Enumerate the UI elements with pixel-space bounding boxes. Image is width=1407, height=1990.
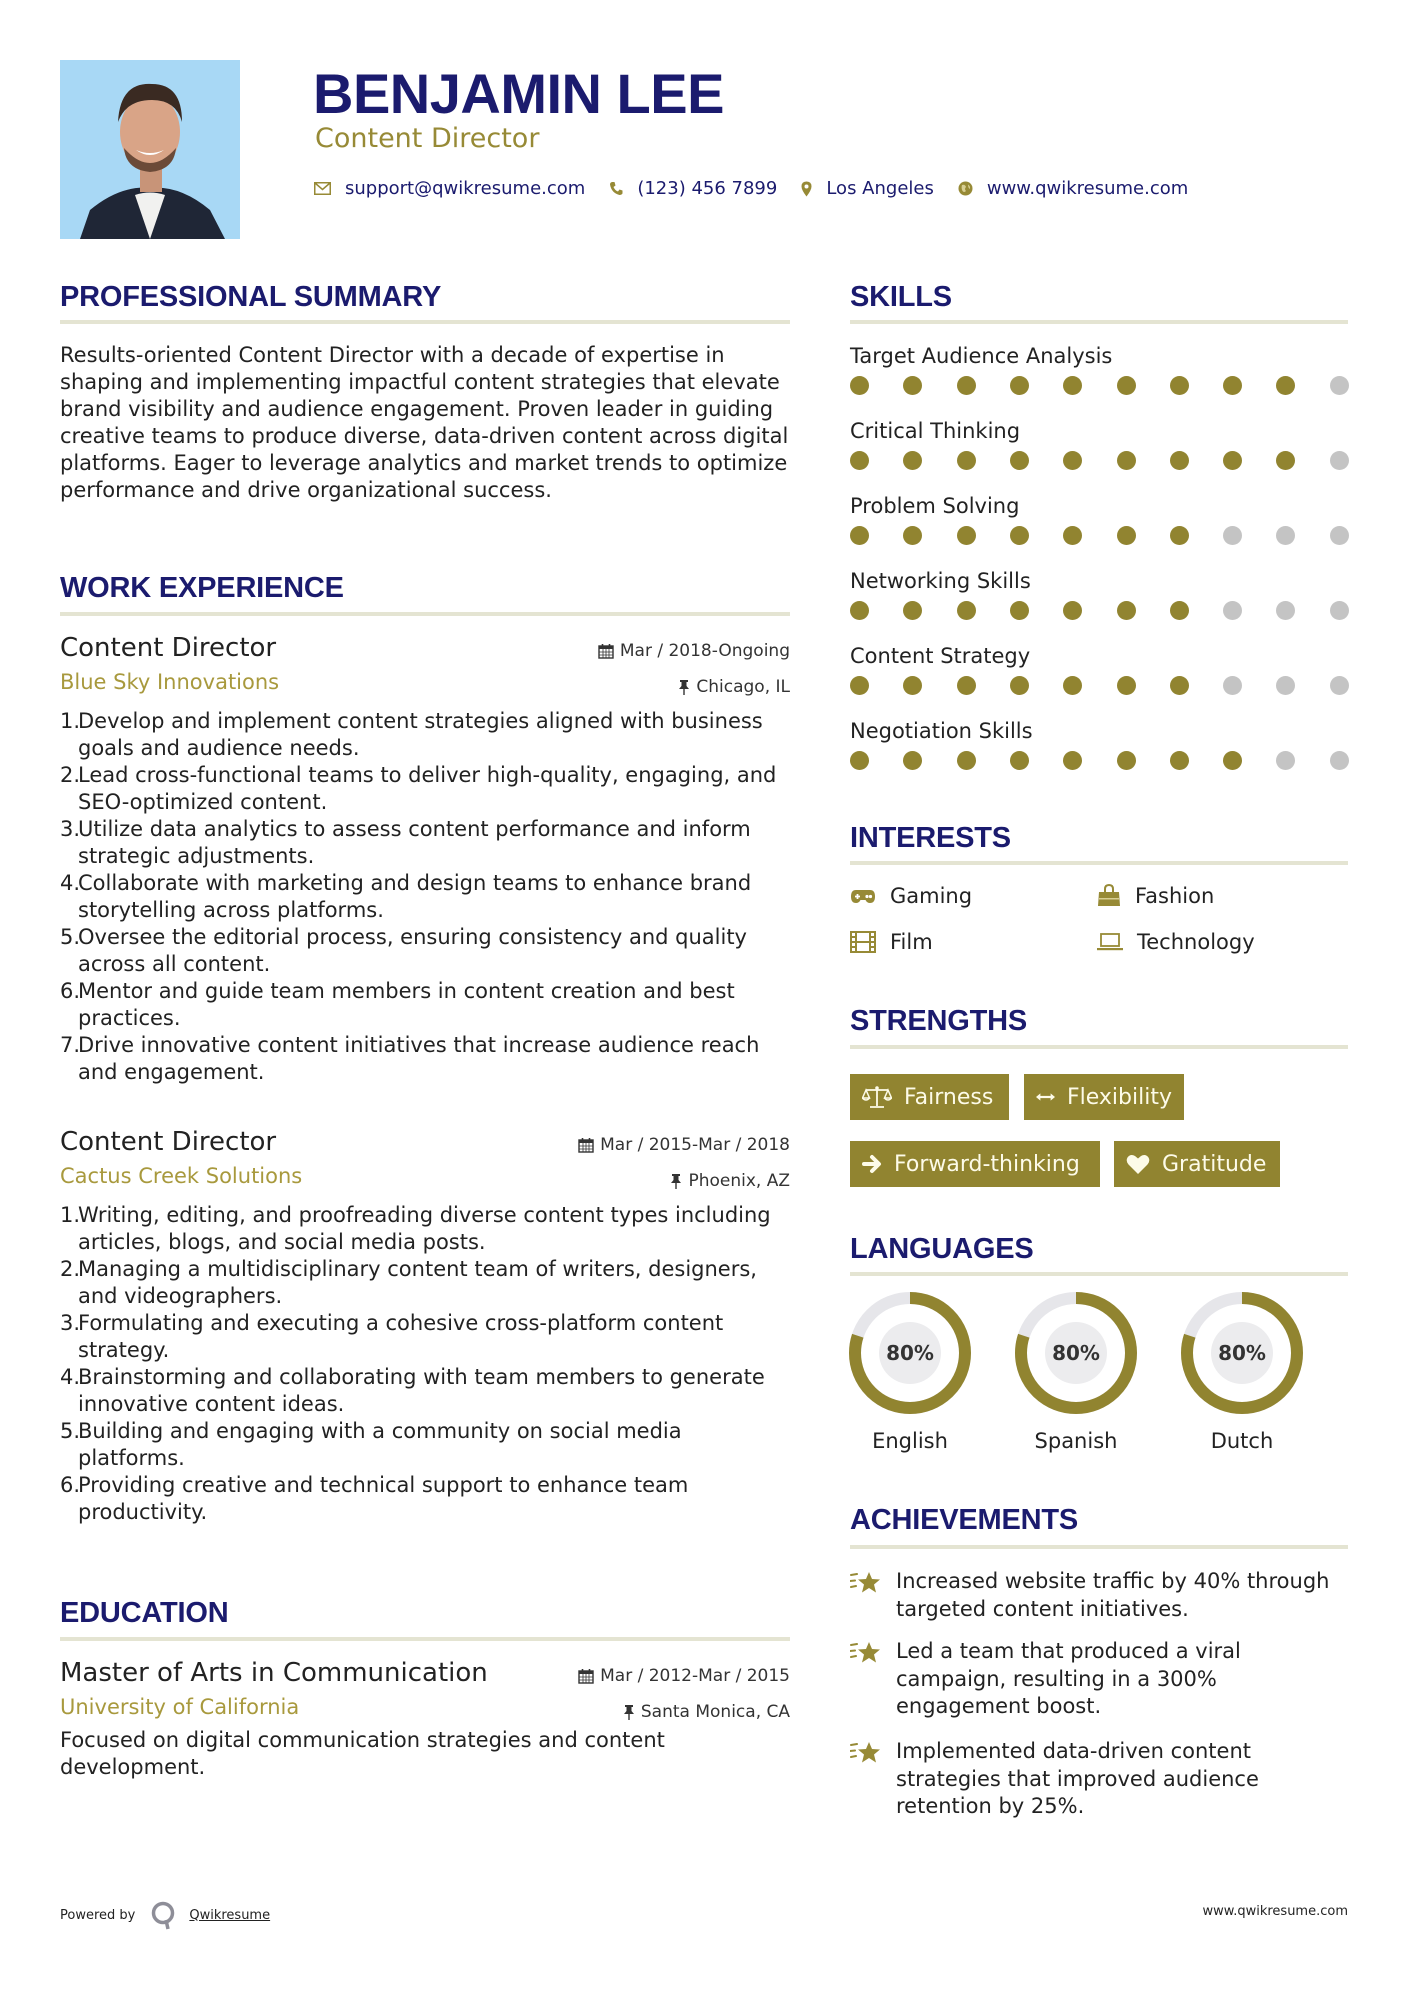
rating-dot-filled [1117,376,1136,395]
strength-badge-forward-thinking [850,1141,1100,1187]
dates-text: Mar / 2015-Mar / 2018 [600,1135,790,1155]
rating-dot-empty [1330,601,1349,620]
rating-dot-filled [903,751,922,770]
candidate-title: Content Director [315,123,540,154]
rating-dot-empty [1330,526,1349,545]
contact-website[interactable] [958,178,1188,199]
film-icon [850,931,876,953]
qwikresume-logo-icon [149,1900,179,1930]
section-heading-education: EDUCATION [60,1597,229,1629]
list-item: 2. Managing a multidisciplinary content team of writers, designers, and videographers. [60,1257,757,1308]
school-name: University of California [60,1695,300,1719]
strength-label: Forward-thinking [894,1151,1080,1177]
rating-dot-filled [957,376,976,395]
rating-dot-filled [1117,751,1136,770]
footer-website[interactable]: www.qwikresume.com [1202,1904,1348,1919]
job-dates [578,1134,790,1156]
interest-item-fashion [1097,882,1214,910]
section-heading-skills: SKILLS [850,281,952,313]
list-item: 5. Oversee the editorial process, ensuring consistency and quality across all content. [60,925,747,976]
list-item: 6. Mentor and guide team members in content creation and best practices. [60,979,735,1030]
rating-dot-filled [850,676,869,695]
skill-item [850,717,1348,771]
section-heading-languages: LANGUAGES [850,1233,1034,1265]
calendar-icon [578,1137,594,1153]
section-heading-achievements: ACHIEVEMENTS [850,1504,1079,1536]
job-entry-2 [60,1126,790,1526]
rating-dot-filled [957,526,976,545]
job-location [670,1170,790,1192]
section-divider [60,612,790,616]
list-item: 7. Drive innovative content initiatives that increase audience reach and engagement. [60,1033,760,1084]
rating-dot-filled [957,601,976,620]
section-divider [850,861,1348,865]
section-divider [850,1045,1348,1049]
gamepad-icon [850,889,876,904]
rating-dot-empty [1330,676,1349,695]
rating-dot-filled [1117,526,1136,545]
contact-phone[interactable] [609,178,777,199]
rating-dot-empty [1276,676,1295,695]
education-entry [60,1657,790,1781]
language-progress-ring [1015,1292,1137,1414]
language-item [849,1292,971,1454]
rating-dot-filled [1010,601,1029,620]
company-name: Blue Sky Innovations [60,670,280,694]
education-dates [578,1665,790,1687]
map-pin-icon [801,181,812,197]
rating-dot-filled [1010,451,1029,470]
rating-dot-filled [1010,676,1029,695]
skill-rating [850,376,1348,396]
list-item: 1. Writing, editing, and proofreading diverse content types including articles, blogs, and social media posts. [60,1203,771,1254]
rating-dot-filled [1170,601,1189,620]
interest-item-technology [1097,928,1255,956]
rating-dot-filled [1063,751,1082,770]
list-item: 3. Utilize data analytics to assess content performance and inform strategic adjustments. [60,817,751,868]
language-label: Dutch [1210,1429,1274,1453]
calendar-icon [598,643,614,659]
contact-row [314,178,1204,199]
profile-photo [60,60,240,239]
rating-dot-filled [903,376,922,395]
achievement-text: Increased website traffic by 40% through targeted content initiatives. [896,1569,1330,1621]
rating-dot-filled [1170,526,1189,545]
section-divider [60,320,790,324]
phone-text: (123) 456 7899 [637,178,778,199]
interest-label: Gaming [890,884,973,908]
language-percent: 80% [1052,1341,1100,1365]
interest-item-gaming [850,882,972,910]
pushpin-icon [670,1173,682,1189]
skill-rating [850,676,1348,696]
strength-badge-fairness [850,1074,1009,1120]
shooting-star-icon [850,1640,882,1666]
interest-label: Film [890,930,933,954]
rating-dot-filled [1117,601,1136,620]
pushpin-icon [623,1704,635,1720]
section-heading-experience: WORK EXPERIENCE [60,572,344,604]
phone-icon [609,181,623,196]
arrows-horizontal-icon [1036,1090,1055,1104]
heart-icon [1126,1154,1150,1175]
section-heading-summary: PROFESSIONAL SUMMARY [60,281,442,313]
rating-dot-filled [850,451,869,470]
skill-label: Problem Solving [850,494,1020,518]
achievement-text: Led a team that produced a viral campaign, resulting in a 300% engagement boost. [896,1639,1241,1718]
person-portrait-icon [60,60,240,239]
skill-rating [850,526,1348,546]
section-heading-interests: INTERESTS [850,822,1011,854]
pushpin-icon [678,679,690,695]
rating-dot-filled [1223,376,1242,395]
section-divider [850,320,1348,324]
job-location [678,676,790,698]
location-text: Phoenix, AZ [688,1171,790,1191]
rating-dot-empty [1276,526,1295,545]
language-label: Spanish [1034,1429,1118,1453]
skill-label: Critical Thinking [850,419,1021,443]
rating-dot-filled [1223,751,1242,770]
rating-dot-filled [1276,451,1295,470]
skill-item [850,567,1348,621]
rating-dot-empty [1330,376,1349,395]
rating-dot-filled [1063,601,1082,620]
job-dates [598,640,790,662]
contact-location [801,178,934,199]
skill-rating [850,751,1348,771]
rating-dot-filled [957,676,976,695]
rating-dot-empty [1330,751,1349,770]
rating-dot-filled [850,376,869,395]
skill-item [850,642,1348,696]
skill-label: Negotiation Skills [850,719,1033,743]
language-item [1181,1292,1303,1454]
strength-badge-gratitude [1114,1141,1280,1187]
job-title: Content Director [60,633,277,663]
language-progress-ring [849,1292,971,1414]
globe-icon [958,181,973,196]
rating-dot-filled [1063,376,1082,395]
language-percent: 80% [1218,1341,1266,1365]
location-text: Chicago, IL [696,677,790,697]
calendar-icon [578,1668,594,1684]
summary-text: Results-oriented Content Director with a decade of expertise in shaping and implementing impactful content strategies that elevate brand visibility and audience engagement. Proven leader in guiding creative teams to produce diverse, data-driven content across digital platforms. Eager to leverage analytics and market trends to optimize performance and drive organizational success. [60,343,789,502]
list-item: 4. Collaborate with marketing and design teams to enhance brand storytelling across platforms. [60,871,752,922]
company-name: Cactus Creek Solutions [60,1164,303,1188]
education-description: Focused on digital communication strategies and content development. [60,1728,665,1779]
section-heading-strengths: STRENGTHS [850,1005,1028,1037]
list-item: 2. Lead cross-functional teams to deliver high-quality, engaging, and SEO-optimized content. [60,763,777,814]
skill-label: Target Audience Analysis [850,344,1113,368]
job-title: Content Director [60,1127,277,1157]
job-responsibilities [60,1202,790,1526]
footer-powered-by [60,1900,270,1930]
achievement-item [850,1568,1348,1623]
email-text: support@qwikresume.com [345,178,586,199]
shooting-star-icon [850,1740,882,1766]
rating-dot-filled [1010,751,1029,770]
rating-dot-filled [850,751,869,770]
rating-dot-filled [1010,526,1029,545]
strength-label: Gratitude [1162,1151,1267,1177]
envelope-icon [314,182,331,195]
location-text: Santa Monica, CA [640,1702,790,1722]
rating-dot-filled [1170,376,1189,395]
strength-label: Fairness [904,1084,994,1110]
rating-dot-filled [1223,451,1242,470]
section-divider [850,1545,1348,1549]
rating-dot-filled [1063,676,1082,695]
language-progress-ring [1181,1292,1303,1414]
rating-dot-filled [903,676,922,695]
rating-dot-filled [1063,526,1082,545]
rating-dot-empty [1223,601,1242,620]
powered-by-label: Powered by [60,1907,136,1923]
interest-label: Fashion [1135,884,1215,908]
skill-item [850,342,1348,396]
strength-label: Flexibility [1067,1084,1172,1110]
qwikresume-link[interactable]: Qwikresume [189,1907,271,1923]
shopping-bag-icon [1097,884,1121,908]
rating-dot-filled [1117,676,1136,695]
list-item: 1. Develop and implement content strategies aligned with business goals and audience needs. [60,709,763,760]
section-divider [850,1272,1348,1276]
job-responsibilities [60,708,790,1086]
rating-dot-filled [1010,376,1029,395]
achievement-item [850,1638,1348,1721]
achievement-text: Implemented data-driven content strategies that improved audience retention by 25%. [896,1739,1259,1818]
rating-dot-empty [1223,676,1242,695]
language-label: English [872,1429,948,1453]
location-text: Los Angeles [826,178,934,199]
rating-dot-empty [1330,451,1349,470]
rating-dot-empty [1223,526,1242,545]
rating-dot-filled [903,526,922,545]
rating-dot-empty [1276,751,1295,770]
rating-dot-filled [903,601,922,620]
candidate-name: BENJAMIN LEE [313,62,724,125]
skill-rating [850,451,1348,471]
rating-dot-filled [1170,676,1189,695]
skill-item [850,417,1348,471]
rating-dot-filled [1276,376,1295,395]
shooting-star-icon [850,1570,882,1596]
section-divider [60,1637,790,1641]
arrow-right-icon [862,1154,882,1174]
language-percent: 80% [886,1341,934,1365]
interest-item-film [850,928,933,956]
rating-dot-filled [903,451,922,470]
list-item: 3. Formulating and executing a cohesive cross-platform content strategy. [60,1311,724,1362]
rating-dot-filled [957,451,976,470]
language-item [1015,1292,1137,1454]
list-item: 5. Building and engaging with a community on social media platforms. [60,1419,682,1470]
contact-email[interactable] [314,178,585,199]
list-item: 4. Brainstorming and collaborating with team members to generate innovative content ideas. [60,1365,765,1416]
skill-label: Networking Skills [850,569,1031,593]
rating-dot-filled [850,601,869,620]
achievement-item [850,1738,1348,1821]
rating-dot-filled [1117,451,1136,470]
education-location [623,1701,790,1723]
rating-dot-filled [1063,451,1082,470]
skill-label: Content Strategy [850,644,1031,668]
skill-item [850,492,1348,546]
interest-label: Technology [1137,930,1255,954]
laptop-icon [1097,932,1123,952]
balance-scale-icon [862,1085,892,1109]
job-entry-1 [60,632,790,1086]
rating-dot-filled [957,751,976,770]
rating-dot-empty [1276,601,1295,620]
rating-dot-filled [1170,751,1189,770]
strength-badge-flexibility [1024,1074,1184,1120]
dates-text: Mar / 2012-Mar / 2015 [600,1666,790,1686]
skill-rating [850,601,1348,621]
list-item: 6. Providing creative and technical support to enhance team productivity. [60,1473,689,1524]
degree-title: Master of Arts in Communication [60,1658,488,1688]
dates-text: Mar / 2018-Ongoing [619,641,790,661]
rating-dot-filled [850,526,869,545]
website-text: www.qwikresume.com [986,178,1189,199]
rating-dot-filled [1170,451,1189,470]
